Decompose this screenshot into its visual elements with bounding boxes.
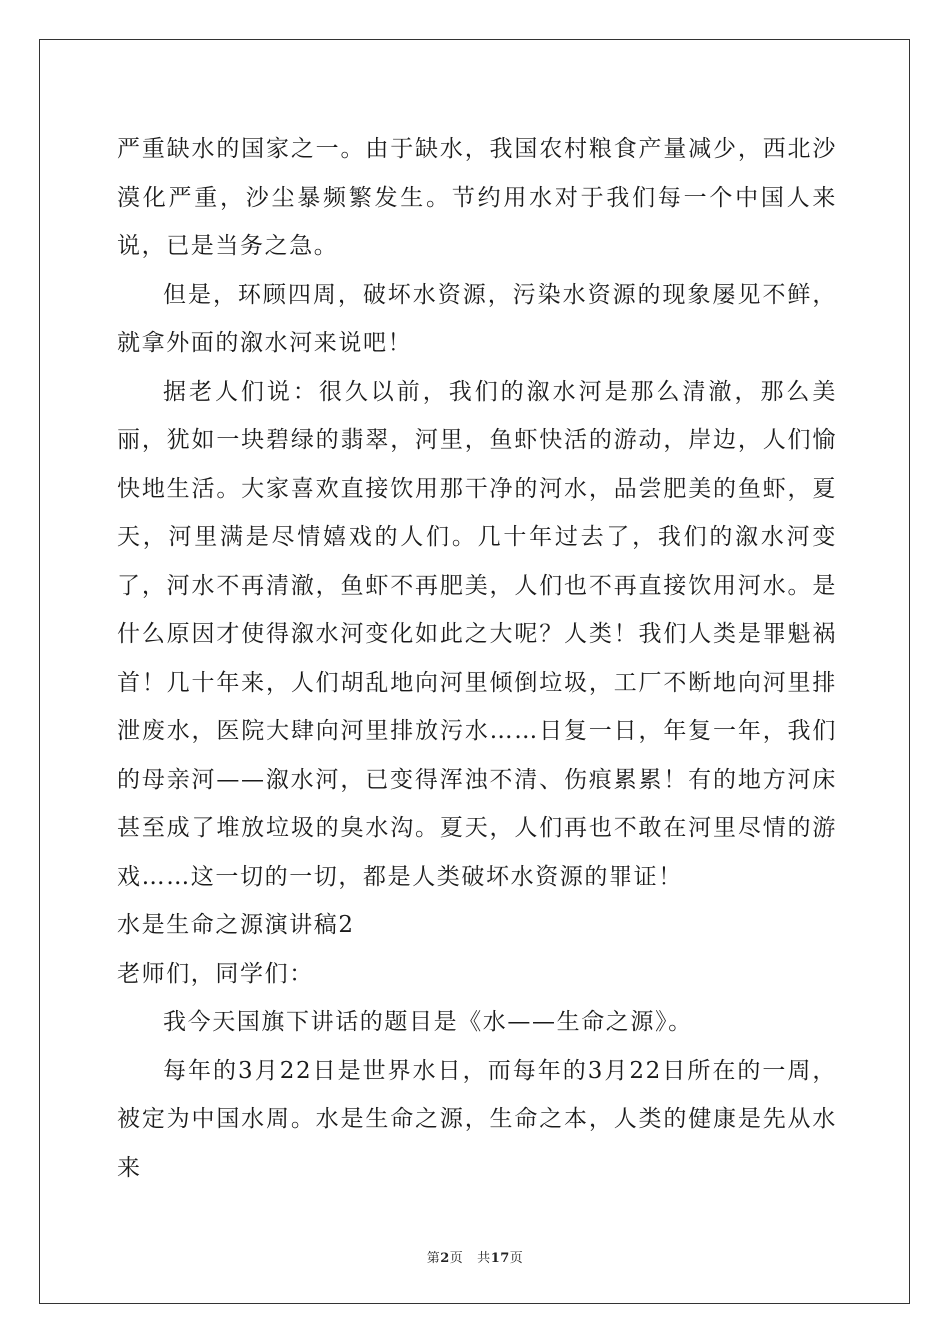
footer-total-pages: 17 [490, 1251, 510, 1266]
section-heading: 水是生命之源演讲稿2 [117, 912, 355, 938]
footer-total-prefix: 共 [477, 1251, 491, 1266]
footer-page-suffix: 页 [449, 1251, 464, 1266]
page-footer [0, 1247, 950, 1266]
paragraph-1: 严重缺水的国家之一。由于缺水，我国农村粮食产量减少，西北沙漠化严重，沙尘暴频繁发生。节约用水对于我们每一个中国人来说，已是当务之急。 [117, 136, 837, 259]
footer-total-suffix: 页 [509, 1251, 524, 1266]
document-body [117, 125, 837, 1192]
paragraph-7: 每年的3月22日是世界水日，而每年的3月22日所在的一周，被定为中国水周。水是生命之源，生命之本，人类的健康是先从水来 [117, 1057, 837, 1181]
salutation: 老师们，同学们： [117, 960, 314, 987]
footer-prefix: 第 [426, 1251, 441, 1266]
paragraph-2: 但是，环顾四周，破坏水资源，污染水资源的现象屡见不鲜，就拿外面的溆水河来说吧！ [117, 281, 837, 356]
paragraph-3: 据老人们说：很久以前，我们的溆水河是那么清澈，那么美丽，犹如一块碧绿的翡翠，河里，鱼虾快活的游动，岸边，人们愉快地生活。大家喜欢直接饮用那干净的河水，品尝肥美的鱼虾，夏天，河里满是尽情嬉戏的人们。几十年过去了，我们的溆水河变了，河水不再清澈，鱼虾不再肥美，人们也不再直接饮用河水。是什么原因才使得溆水河变化如此之大呢？人类！我们人类是罪魁祸首！几十年来，人们胡乱地向河里倾倒垃圾，工厂不断地向河里排泄废水，医院大肆向河里排放污水……日复一日，年复一年，我们的母亲河——溆水河，已变得浑浊不清、伤痕累累！有的地方河床甚至成了堆放垃圾的臭水沟。夏天，人们再也不敢在河里尽情的游戏……这一切的一切，都是人类破坏水资源的罪证！ [117, 378, 837, 890]
footer-page-number: 2 [440, 1251, 450, 1266]
paragraph-6: 我今天国旗下讲话的题目是《水——生命之源》。 [163, 1009, 693, 1035]
